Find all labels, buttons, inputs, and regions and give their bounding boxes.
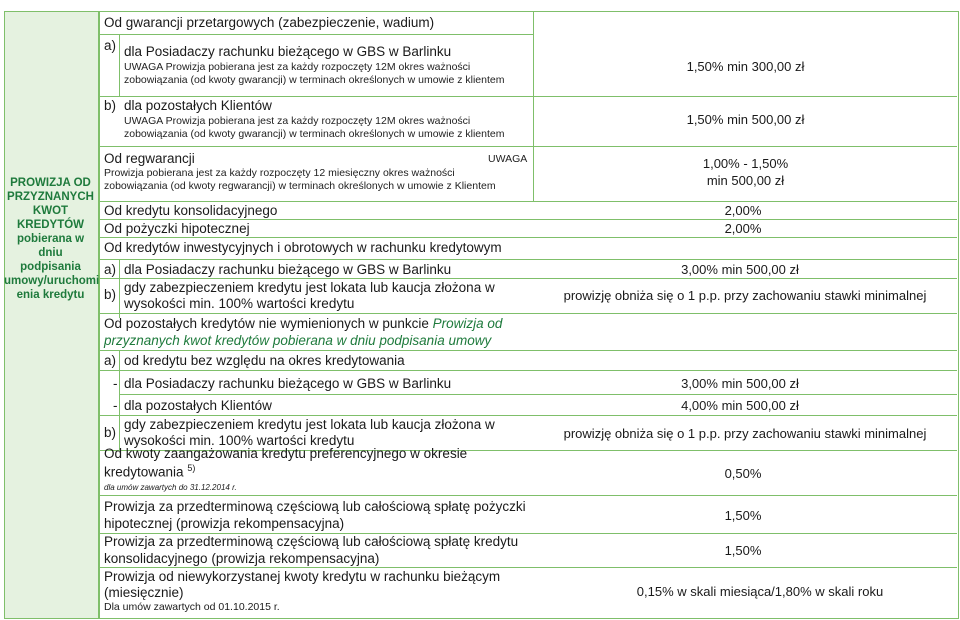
divider [99, 146, 957, 147]
investment-b-value: prowizję obniża się o 1 p.p. przy zachowaniu stawki minimalnej [563, 288, 927, 303]
guarantee-a-text: dla Posiadaczy rachunku bieżącego w GBS w Barlinku [124, 44, 452, 59]
reguarantee-value: min 500,00 zł [706, 173, 785, 188]
investment-title: Od kredytów inwestycyjnych i obrotowych w rachunku kredytowym [104, 240, 502, 255]
other-sub2-dash: - [113, 398, 118, 413]
preferential-value: 0,50% [724, 466, 762, 481]
guarantee-b-label: b) [104, 98, 117, 113]
unused-text: (miesięcznie) [104, 585, 184, 600]
category-column [4, 11, 99, 619]
investment-b-text: gdy zabezpieczeniem kredytu jest lokata lub kaucja złożona w [124, 280, 495, 295]
preferential-text: Od kwoty zaangażowania kredytu preferencyjnego w okresie [104, 446, 468, 461]
other-b-text: wysokości min. 100% wartości kredytu [124, 433, 355, 448]
reguarantee-uwaga: UWAGA [488, 153, 528, 165]
other-title-italic: Prowizja od [432, 316, 503, 331]
other-sub1-text: dla Posiadaczy rachunku bieżącego w GBS w Barlinku [124, 376, 452, 391]
divider [99, 96, 957, 97]
guarantee-b-note: UWAGA Prowizja pobierana jest za każdy rozpoczęty 12M okres ważności [124, 115, 471, 127]
divider [99, 237, 957, 238]
guarantee-title: Od gwarancji przetargowych (zabezpieczenie, wadium) [104, 15, 435, 30]
other-b-text: gdy zabezpieczeniem kredytu jest lokata lub kaucja złożona w [124, 417, 495, 432]
divider [99, 567, 957, 568]
guarantee-b-text: dla pozostałych Klientów [124, 98, 272, 113]
reguarantee-value: 1,00% - 1,50% [702, 156, 789, 171]
mortgage-loan-value: 2,00% [724, 221, 762, 236]
consolidation-text: Od kredytu konsolidacyjnego [104, 203, 278, 218]
category-line: umowy/uruchomi [4, 275, 100, 287]
divider [99, 201, 957, 202]
category-line: pobierana w dniu [16, 233, 85, 259]
other-sub2-text: dla pozostałych Klientów [124, 398, 272, 413]
divider [99, 350, 957, 351]
investment-b-text: wysokości min. 100% wartości kredytu [124, 296, 355, 311]
early-consolidation-text: konsolidacyjnego (prowizja rekompensacyjna) [104, 551, 380, 566]
category-label [4, 176, 100, 302]
divider [99, 415, 957, 416]
early-consolidation-value: 1,50% [724, 543, 762, 558]
other-sub1-dash: - [113, 376, 118, 391]
mortgage-loan-text: Od pożyczki hipotecznej [104, 221, 250, 236]
category-line: KREDYTÓW [16, 219, 85, 231]
early-consolidation-text: Prowizja za przedterminową częściową lub całościową spłatę kredytu [104, 534, 519, 549]
footnote-mark: 5) [187, 463, 196, 473]
other-a-text: od kredytu bez względu na okres kredytowania [124, 353, 405, 368]
reguarantee-title: Od regwarancji [104, 151, 195, 166]
early-mortgage-text: hipotecznej (prowizja rekompensacyjna) [104, 516, 345, 531]
label-divider [119, 370, 120, 450]
investment-a-label: a) [104, 262, 117, 277]
label-divider [119, 350, 120, 370]
unused-value: 0,15% w skali miesiąca/1,80% w skali roku [636, 584, 884, 599]
investment-a-value: 3,00% min 500,00 zł [681, 262, 799, 277]
other-title-italic: przyznanych kwot kredytów pobierana w dniu podpisania umowy [104, 333, 492, 348]
other-title-plain: Od pozostałych kredytów nie wymienionych w punkcie [104, 316, 433, 331]
label-divider [119, 259, 120, 318]
category-line: PROWIZJA OD [10, 177, 91, 189]
divider [119, 394, 957, 395]
early-mortgage-value: 1,50% [724, 508, 762, 523]
guarantee-a-label: a) [104, 38, 117, 53]
category-line: podpisania [20, 261, 81, 273]
preferential-note: dla umów zawartych do 31.12.2014 r. [104, 483, 237, 492]
reguarantee-note: Prowizja pobierana jest za każdy rozpoczęty 12 miesięczny okres ważności [104, 167, 455, 179]
guarantee-a-value: 1,50% min 300,00 zł [686, 59, 805, 74]
investment-a-text: dla Posiadaczy rachunku bieżącego w GBS w Barlinku [124, 262, 452, 277]
unused-text: Prowizja od niewykorzystanej kwoty kredytu w rachunku bieżącym [104, 569, 501, 584]
other-sub2-value: 4,00% min 500,00 zł [681, 398, 799, 413]
category-line: enia kredytu [16, 289, 85, 301]
reguarantee-note: zobowiązania (od kwoty regwarancji) w terminach określonych w umowie z Klientem [104, 180, 496, 192]
divider [99, 259, 957, 260]
divider [99, 278, 957, 279]
unused-note: Dla umów zawartych od 01.10.2015 r. [104, 601, 280, 613]
other-sub1-value: 3,00% min 500,00 zł [681, 376, 799, 391]
divider [99, 370, 957, 371]
category-line: PRZYZNANYCH [7, 191, 94, 203]
guarantee-b-note: zobowiązania (od kwoty gwarancji) w terminach określonych w umowie z klientem [124, 128, 505, 140]
category-line: KWOT [32, 205, 69, 217]
divider [99, 495, 957, 496]
guarantee-b-value: 1,50% min 500,00 zł [686, 112, 805, 127]
guarantee-a-note: UWAGA Prowizja pobierana jest za każdy rozpoczęty 12M okres ważności [124, 61, 471, 73]
divider [99, 313, 957, 314]
preferential-text [104, 463, 195, 480]
early-mortgage-text: Prowizja za przedterminową częściową lub całościową spłatę pożyczki [104, 499, 526, 514]
divider [99, 219, 957, 220]
other-title [104, 316, 502, 331]
consolidation-value: 2,00% [724, 203, 762, 218]
guarantee-a-note: zobowiązania (od kwoty gwarancji) w terminach określonych w umowie z klientem [124, 74, 505, 86]
other-b-label: b) [104, 425, 117, 440]
preferential-text-line2: kredytowania [104, 464, 184, 480]
investment-b-label: b) [104, 287, 117, 302]
divider [99, 34, 534, 35]
other-a-label: a) [104, 353, 117, 368]
other-b-value: prowizję obniża się o 1 p.p. przy zachowaniu stawki minimalnej [563, 426, 927, 441]
